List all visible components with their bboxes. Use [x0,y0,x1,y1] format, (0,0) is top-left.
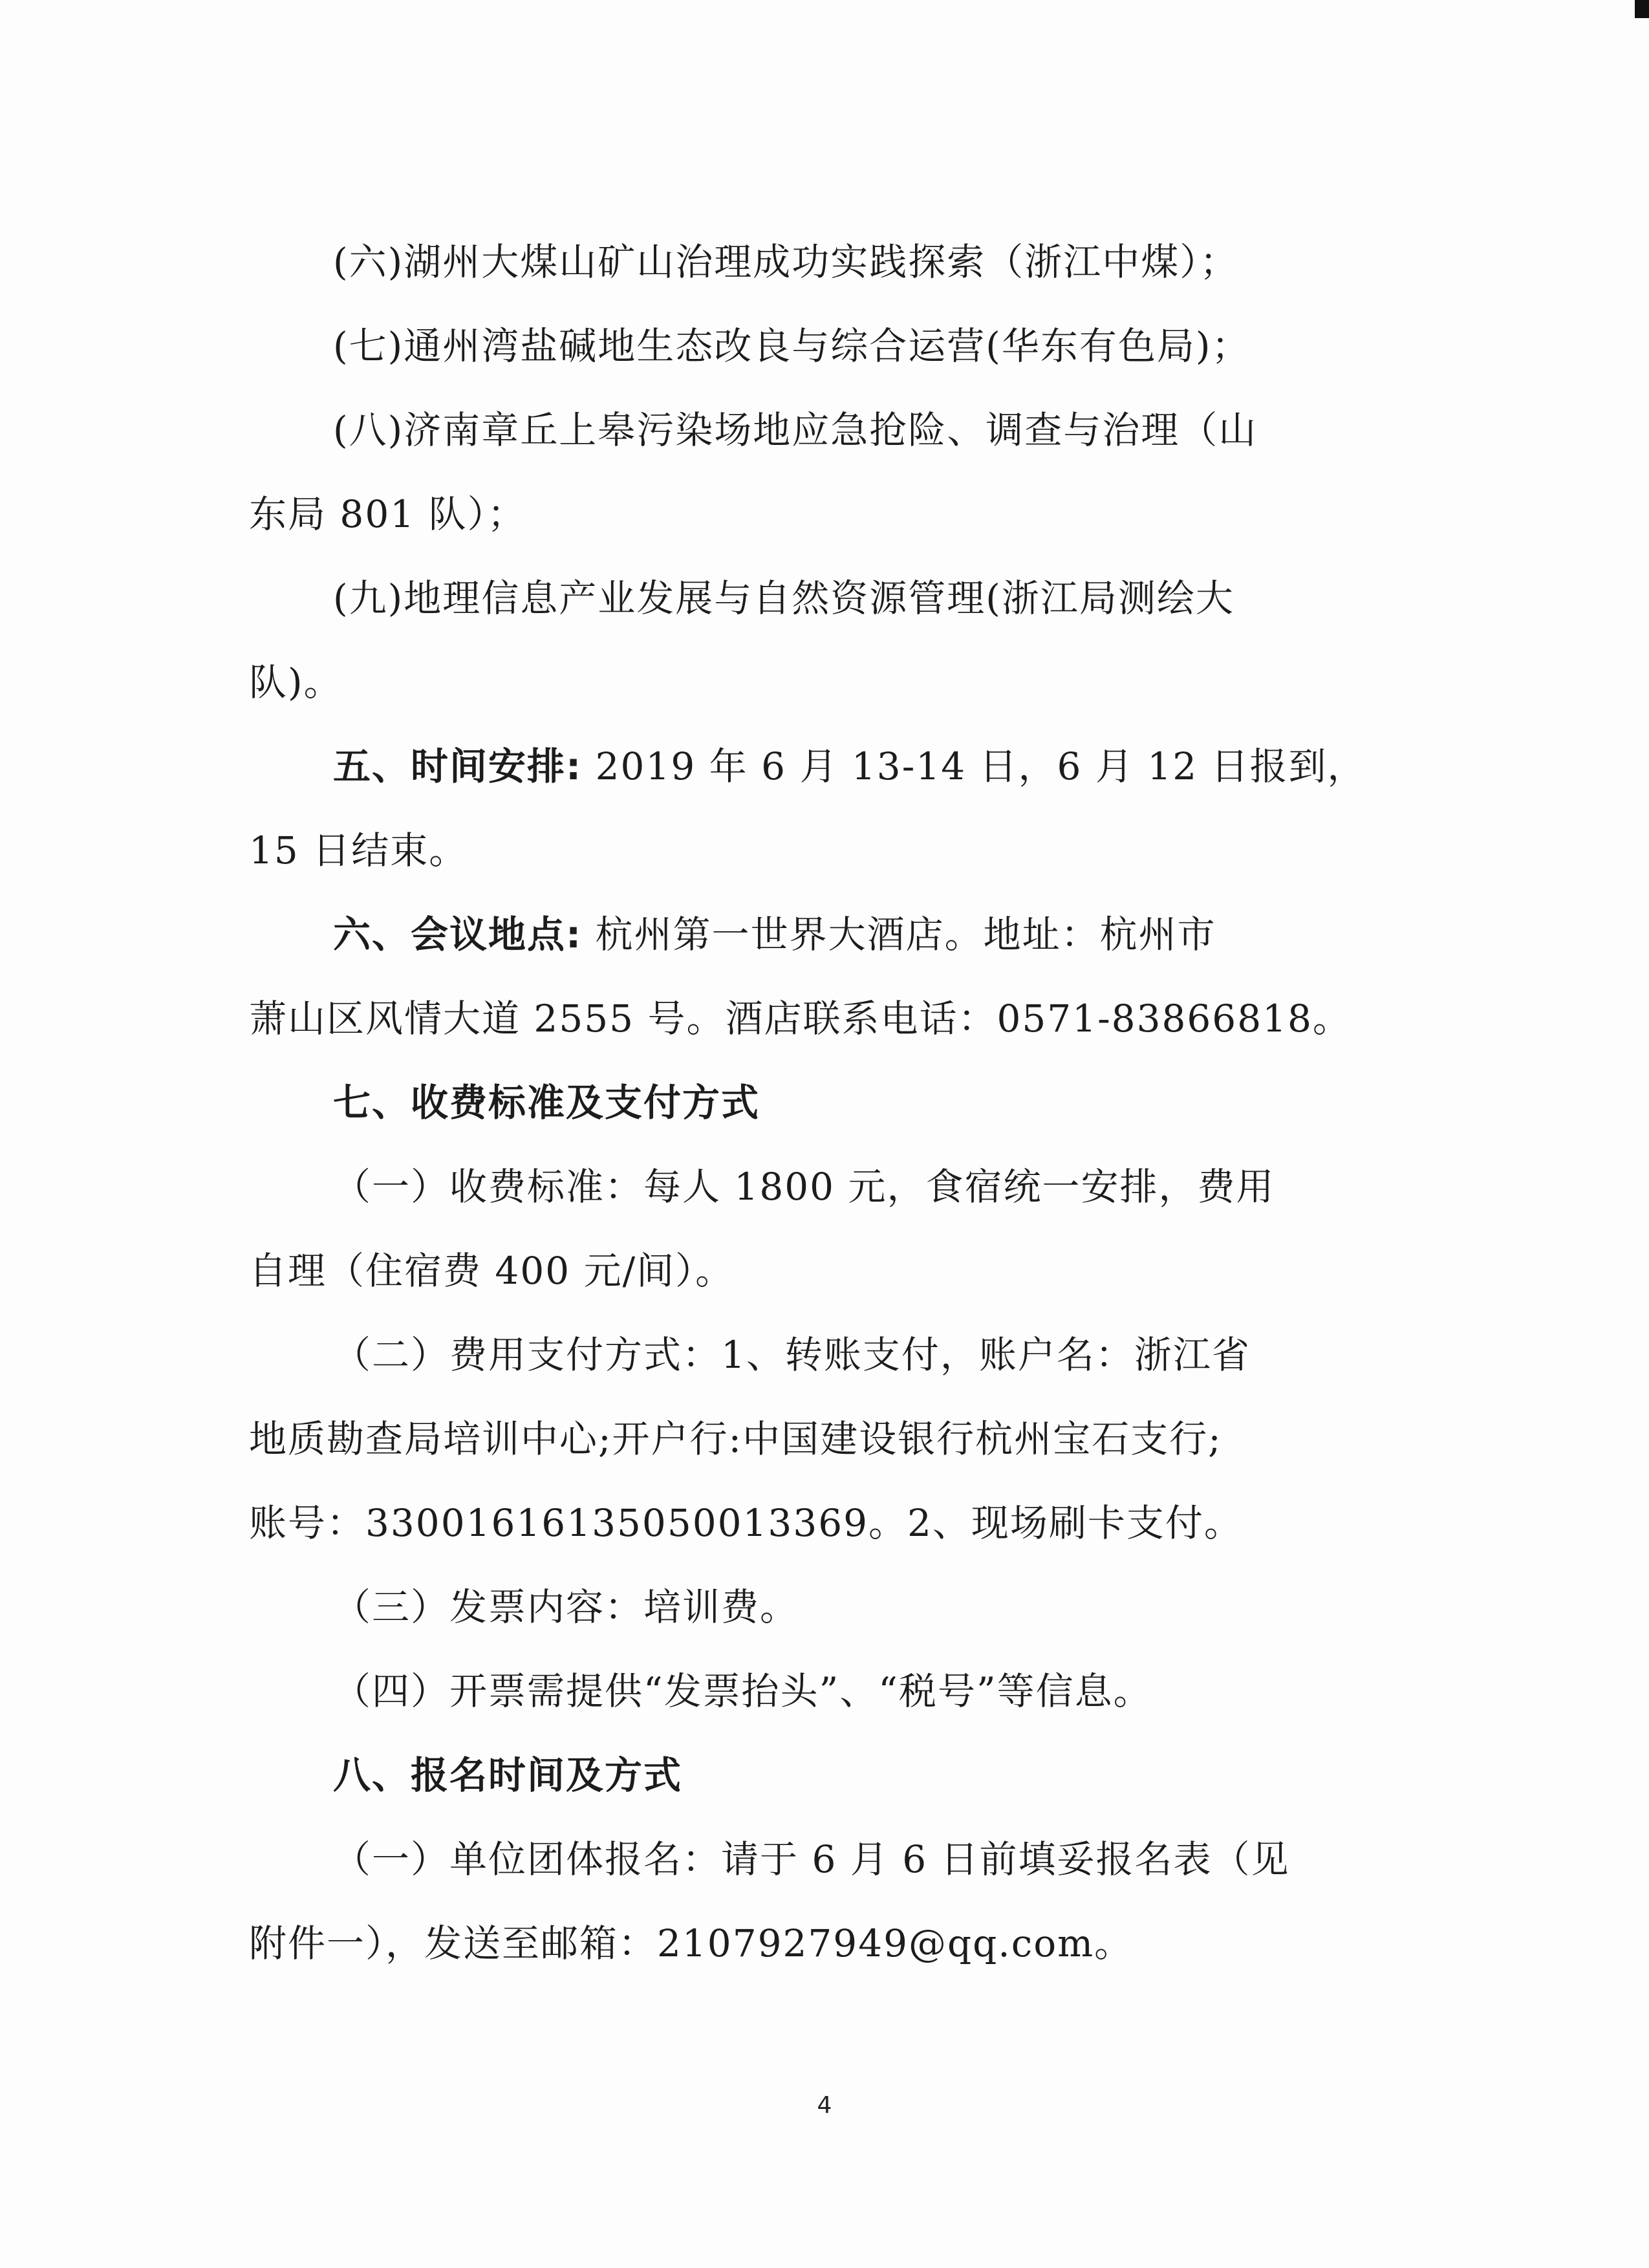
document-body [249,220,1366,1985]
invoice-content: （三）发票内容：培训费。 [333,1585,799,1629]
registration-email: 附件一），发送至邮箱：2107927949@qq.com。 [249,1921,1134,1965]
page-number: 4 [817,2092,832,2119]
section-fees-heading: 七、收费标准及支付方式 [333,1081,760,1125]
section-schedule-text: 2019 年 6 月 13-14 日，6 月 12 日报到， [595,744,1366,788]
section-venue [249,892,1342,977]
section-schedule-continuation: 15 日结束。 [249,828,468,872]
section-schedule-heading: 五、时间安排: [333,744,583,788]
registration-group: （一）单位团体报名：请于 6 月 6 日前填妥报名表（见 [333,1837,1290,1881]
payment-method: （二）费用支付方式：1、转账支付，账户名：浙江省 [333,1333,1251,1377]
section-registration-heading: 八、报名时间及方式 [333,1753,683,1797]
scan-edge-mark [1635,0,1649,18]
section-venue-continuation: 萧山区风情大道 2555 号。酒店联系电话：0571-83866818。 [249,997,1352,1041]
section-venue-text: 杭州第一世界大酒店。地址：杭州市 [595,913,1216,956]
payment-account: 账号：33001616135050013369。2、现场刷卡支付。 [249,1501,1243,1545]
list-item-8-continuation: 东局 801 队）； [249,492,526,536]
list-item-6: (六)湖州大煤山矿山治理成功实践探索（浙江中煤）； [333,240,1239,284]
invoice-info: （四）开票需提供“发票抬头”、“税号”等信息。 [333,1669,1152,1713]
list-item-9: (九)地理信息产业发展与自然资源管理(浙江局测绘大 [333,576,1234,620]
section-schedule [249,724,1366,808]
fee-standard: （一）收费标准：每人 1800 元，食宿统一安排，费用 [333,1165,1275,1209]
list-item-9-continuation: 队)。 [249,660,343,704]
list-item-8: (八)济南章丘上皋污染场地应急抢险、调查与治理（山 [333,408,1258,452]
fee-standard-continuation: 自理（住宿费 400 元/间）。 [249,1249,735,1293]
section-venue-heading: 六、会议地点: [333,913,583,956]
list-item-7: (七)通州湾盐碱地生态改良与综合运营(华东有色局)； [333,324,1251,368]
payment-bank: 地质勘查局培训中心;开户行:中国建设银行杭州宝石支行; [249,1417,1222,1461]
